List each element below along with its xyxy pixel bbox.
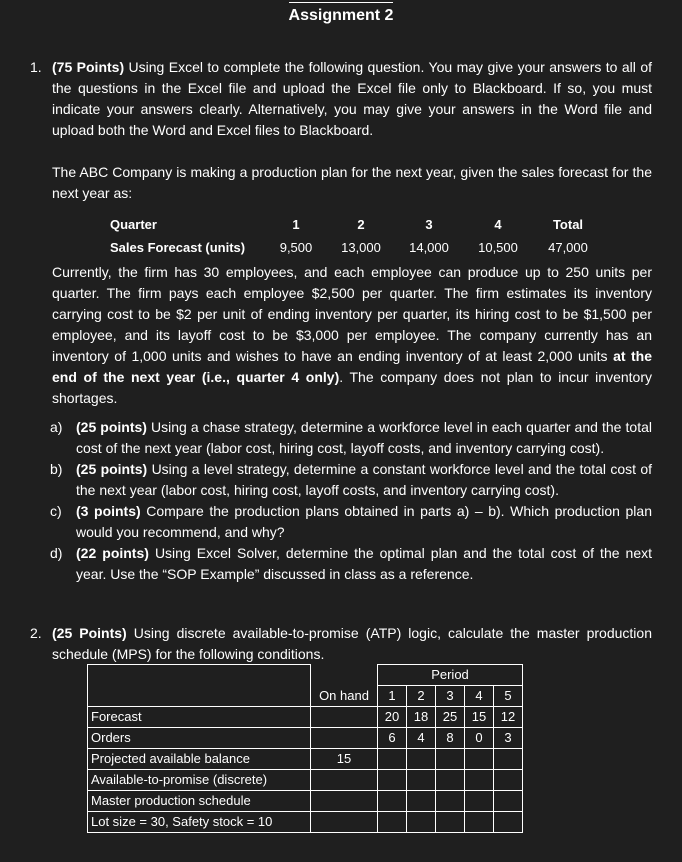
period-5: 5 bbox=[494, 686, 523, 707]
period-1: 1 bbox=[378, 686, 407, 707]
sales-label: Sales Forecast (units) bbox=[110, 240, 246, 255]
forecast-sales-row bbox=[106, 237, 602, 258]
on-hand-spacer bbox=[311, 665, 378, 686]
sales-q4: 10,500 bbox=[478, 240, 518, 255]
table-row: Projected available balance 15 bbox=[88, 749, 523, 770]
forecast-quarter-row bbox=[106, 214, 602, 235]
question-1-number: 1. bbox=[30, 59, 42, 75]
question-2-points: (25 Points) bbox=[52, 625, 127, 641]
question-2-number: 2. bbox=[30, 625, 42, 641]
quarter-2: 2 bbox=[357, 217, 365, 232]
question-1-description: Currently, the firm has 30 employees, and each employee can produce up to 250 units per quarter. The firm pays each employee $2,500 per quarter. The firm estimates its inventory carrying cost to be $2 per unit of ending inventory per quarter, its hiring cost to be $1,500 per employee, and its layoff cost to be $3,000 per employee. The company currently has an inventory of 1,000 units and wishes to have an ending inventory of at least 2,000 units at the end of the next year (i.e., quarter 4 only). The company does not plan to incur inventory shortages. bbox=[52, 264, 652, 406]
quarter-total: Total bbox=[552, 217, 584, 232]
mps-table bbox=[87, 664, 523, 833]
question-2-text: (25 Points) Using discrete available-to-promise (ATP) logic, calculate the master production schedule (MPS) for the following conditions. bbox=[52, 625, 652, 662]
period-header: Period bbox=[378, 665, 523, 686]
table-row: Available-to-promise (discrete) bbox=[88, 770, 523, 791]
sales-q1: 9,500 bbox=[279, 240, 313, 255]
quarter-4: 4 bbox=[494, 217, 502, 232]
quarter-1: 1 bbox=[292, 217, 300, 232]
sales-q2: 13,000 bbox=[341, 240, 381, 255]
period-4: 4 bbox=[465, 686, 494, 707]
quarter-3: 3 bbox=[425, 217, 433, 232]
table-row: Orders 6 4 8 0 3 bbox=[88, 728, 523, 749]
sales-forecast-table bbox=[104, 212, 604, 260]
sales-total: 47,000 bbox=[548, 240, 588, 255]
period-3: 3 bbox=[436, 686, 465, 707]
table-row: Lot size = 30, Safety stock = 10 bbox=[88, 812, 523, 833]
document-title: Assignment 2 bbox=[0, 2, 682, 26]
table-row: Master production schedule bbox=[88, 791, 523, 812]
table-row: Forecast 20 18 25 15 12 bbox=[88, 707, 523, 728]
mps-header-row-1 bbox=[88, 665, 523, 686]
question-1-points: (75 Points) bbox=[52, 59, 125, 75]
sales-q3: 14,000 bbox=[409, 240, 449, 255]
quarter-label: Quarter bbox=[110, 217, 157, 232]
on-hand-header: On hand bbox=[311, 686, 378, 707]
period-2: 2 bbox=[407, 686, 436, 707]
question-1-context: The ABC Company is making a production plan for the next year, given the sales forecast for the next year as: bbox=[52, 164, 652, 201]
mps-corner-cell bbox=[88, 665, 311, 707]
question-1-intro: (75 Points) Using Excel to complete the following question. You may give your answers to all of the questions in the Excel file and upload the Excel file only to Blackboard. If so, you must indicate your answers clearly. Alternatively, you may give your answers in the Word file and upload both the Word and Excel files to Blackboard. bbox=[52, 59, 652, 138]
